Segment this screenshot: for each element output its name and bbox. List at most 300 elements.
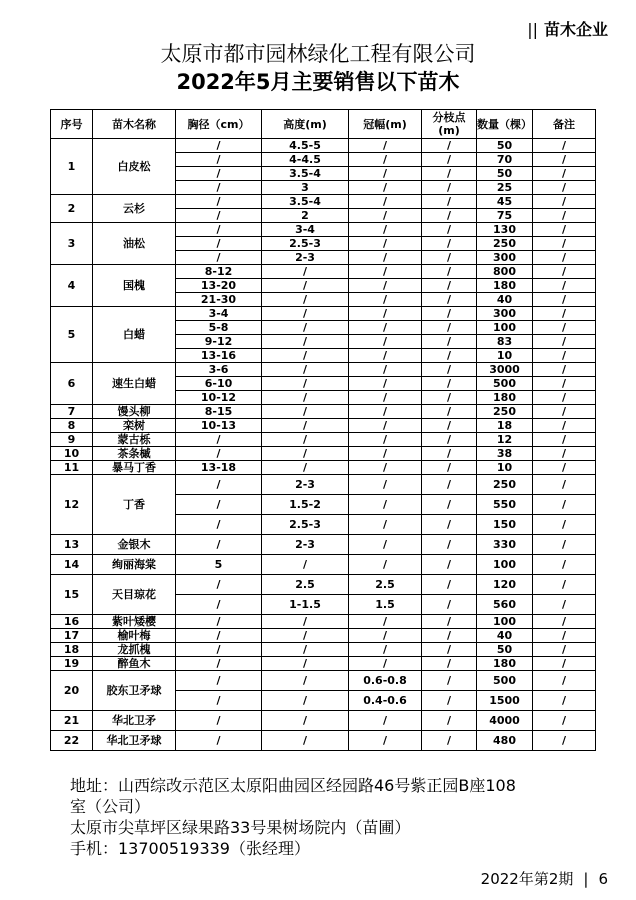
cell-quantity: 40 <box>477 629 533 643</box>
nursery-address: 太原市尖草坪区绿果路33号果树场院内（苗圃） <box>70 818 411 837</box>
cell-name: 栾树 <box>93 419 176 433</box>
cell-quantity: 40 <box>477 293 533 307</box>
cell-diameter: / <box>176 731 262 751</box>
cell-crown: / <box>349 209 422 223</box>
cell-quantity: 180 <box>477 391 533 405</box>
cell-no: 20 <box>51 671 93 711</box>
cell-remarks: / <box>533 223 596 237</box>
cell-diameter: 8-15 <box>176 405 262 419</box>
cell-remarks: / <box>533 433 596 447</box>
cell-quantity: 50 <box>477 139 533 153</box>
col-header-name: 苗木名称 <box>93 110 176 139</box>
cell-branch-point: / <box>422 391 477 405</box>
cell-no: 11 <box>51 461 93 475</box>
cell-height: / <box>262 405 349 419</box>
cell-name: 馒头柳 <box>93 405 176 419</box>
cell-crown: / <box>349 405 422 419</box>
cell-remarks: / <box>533 139 596 153</box>
cell-branch-point: / <box>422 349 477 363</box>
cell-crown: / <box>349 251 422 265</box>
cell-diameter: 6-10 <box>176 377 262 391</box>
cell-height: 4-4.5 <box>262 153 349 167</box>
cell-remarks: / <box>533 195 596 209</box>
cell-quantity: 75 <box>477 209 533 223</box>
cell-diameter: / <box>176 515 262 535</box>
brand-divider: || <box>527 20 538 39</box>
cell-diameter: / <box>176 495 262 515</box>
cell-diameter: / <box>176 237 262 251</box>
cell-branch-point: / <box>422 475 477 495</box>
cell-branch-point: / <box>422 461 477 475</box>
table-row <box>51 195 596 209</box>
address-line-1: 地址：山西综改示范区太原阳曲园区经园路46号紫正园B座108 <box>70 776 516 795</box>
table-body <box>51 139 596 751</box>
cell-remarks: / <box>533 237 596 251</box>
col-header-crown: 冠幅(m) <box>349 110 422 139</box>
cell-height: / <box>262 293 349 307</box>
table-row <box>51 555 596 575</box>
cell-crown: / <box>349 515 422 535</box>
cell-branch-point: / <box>422 643 477 657</box>
cell-quantity: 550 <box>477 495 533 515</box>
cell-crown: / <box>349 363 422 377</box>
contact-info <box>70 775 590 859</box>
cell-name: 榆叶梅 <box>93 629 176 643</box>
cell-quantity: 500 <box>477 671 533 691</box>
cell-quantity: 18 <box>477 419 533 433</box>
cell-branch-point: / <box>422 321 477 335</box>
cell-diameter: 21-30 <box>176 293 262 307</box>
cell-diameter: 13-16 <box>176 349 262 363</box>
cell-quantity: 500 <box>477 377 533 391</box>
cell-crown: / <box>349 643 422 657</box>
cell-branch-point: / <box>422 447 477 461</box>
cell-diameter: / <box>176 691 262 711</box>
cell-quantity: 1500 <box>477 691 533 711</box>
cell-quantity: 12 <box>477 433 533 447</box>
cell-name: 金银木 <box>93 535 176 555</box>
cell-diameter: / <box>176 643 262 657</box>
cell-quantity: 480 <box>477 731 533 751</box>
cell-quantity: 250 <box>477 475 533 495</box>
cell-remarks: / <box>533 363 596 377</box>
cell-branch-point: / <box>422 711 477 731</box>
cell-quantity: 130 <box>477 223 533 237</box>
cell-diameter: 8-12 <box>176 265 262 279</box>
cell-remarks: / <box>533 265 596 279</box>
cell-remarks: / <box>533 335 596 349</box>
cell-no: 6 <box>51 363 93 405</box>
cell-branch-point: / <box>422 237 477 251</box>
cell-quantity: 180 <box>477 657 533 671</box>
cell-remarks: / <box>533 711 596 731</box>
cell-height: / <box>262 377 349 391</box>
cell-height: 3.5-4 <box>262 195 349 209</box>
cell-quantity: 250 <box>477 405 533 419</box>
nursery-stock-table <box>50 109 596 751</box>
cell-branch-point: / <box>422 181 477 195</box>
cell-no: 2 <box>51 195 93 223</box>
table-row <box>51 671 596 691</box>
table-row <box>51 363 596 377</box>
cell-height: / <box>262 731 349 751</box>
cell-no: 14 <box>51 555 93 575</box>
cell-name: 丁香 <box>93 475 176 535</box>
cell-crown: / <box>349 657 422 671</box>
cell-branch-point: / <box>422 575 477 595</box>
cell-diameter: / <box>176 139 262 153</box>
cell-crown: / <box>349 475 422 495</box>
cell-name: 龙抓槐 <box>93 643 176 657</box>
cell-remarks: / <box>533 615 596 629</box>
cell-name: 天目琼花 <box>93 575 176 615</box>
cell-quantity: 70 <box>477 153 533 167</box>
cell-height: 2.5 <box>262 575 349 595</box>
cell-diameter: / <box>176 223 262 237</box>
cell-height: / <box>262 391 349 405</box>
cell-remarks: / <box>533 181 596 195</box>
cell-diameter: / <box>176 595 262 615</box>
cell-height: 2.5-3 <box>262 515 349 535</box>
cell-remarks: / <box>533 279 596 293</box>
cell-branch-point: / <box>422 433 477 447</box>
cell-quantity: 250 <box>477 237 533 251</box>
table-row <box>51 575 596 595</box>
cell-height: 2 <box>262 209 349 223</box>
cell-diameter: / <box>176 615 262 629</box>
cell-quantity: 100 <box>477 321 533 335</box>
cell-no: 9 <box>51 433 93 447</box>
table-row <box>51 433 596 447</box>
cell-height: 3.5-4 <box>262 167 349 181</box>
table-row <box>51 461 596 475</box>
cell-crown: / <box>349 223 422 237</box>
cell-branch-point: / <box>422 251 477 265</box>
cell-diameter: / <box>176 447 262 461</box>
cell-height: / <box>262 691 349 711</box>
cell-remarks: / <box>533 575 596 595</box>
cell-name: 国槐 <box>93 265 176 307</box>
cell-remarks: / <box>533 595 596 615</box>
cell-branch-point: / <box>422 535 477 555</box>
cell-name: 速生白蜡 <box>93 363 176 405</box>
cell-diameter: 5 <box>176 555 262 575</box>
cell-remarks: / <box>533 447 596 461</box>
cell-quantity: 100 <box>477 615 533 629</box>
cell-height: / <box>262 629 349 643</box>
cell-crown: / <box>349 181 422 195</box>
cell-height: / <box>262 555 349 575</box>
table-row <box>51 307 596 321</box>
cell-crown: / <box>349 447 422 461</box>
cell-remarks: / <box>533 555 596 575</box>
cell-remarks: / <box>533 495 596 515</box>
cell-diameter: 10-13 <box>176 419 262 433</box>
cell-no: 8 <box>51 419 93 433</box>
phone-line: 手机：13700519339（张经理） <box>70 839 310 858</box>
cell-name: 暴马丁香 <box>93 461 176 475</box>
cell-diameter: / <box>176 209 262 223</box>
cell-no: 16 <box>51 615 93 629</box>
cell-branch-point: / <box>422 657 477 671</box>
cell-crown: / <box>349 629 422 643</box>
table-header-row <box>51 110 596 139</box>
cell-remarks: / <box>533 307 596 321</box>
cell-no: 1 <box>51 139 93 195</box>
cell-diameter: / <box>176 195 262 209</box>
col-header-quantity: 数量（棵） <box>477 110 533 139</box>
cell-no: 3 <box>51 223 93 265</box>
cell-diameter: / <box>176 181 262 195</box>
cell-diameter: 10-12 <box>176 391 262 405</box>
issue-label: 2022年第2期 <box>480 870 574 888</box>
cell-branch-point: / <box>422 691 477 711</box>
cell-height: / <box>262 657 349 671</box>
cell-remarks: / <box>533 731 596 751</box>
cell-name: 紫叶矮樱 <box>93 615 176 629</box>
cell-remarks: / <box>533 405 596 419</box>
cell-branch-point: / <box>422 419 477 433</box>
cell-diameter: / <box>176 711 262 731</box>
cell-remarks: / <box>533 629 596 643</box>
cell-quantity: 45 <box>477 195 533 209</box>
cell-no: 19 <box>51 657 93 671</box>
cell-remarks: / <box>533 209 596 223</box>
cell-remarks: / <box>533 321 596 335</box>
cell-remarks: / <box>533 643 596 657</box>
cell-branch-point: / <box>422 223 477 237</box>
cell-diameter: 3-4 <box>176 307 262 321</box>
col-header-no: 序号 <box>51 110 93 139</box>
cell-diameter: / <box>176 251 262 265</box>
cell-remarks: / <box>533 535 596 555</box>
cell-quantity: 300 <box>477 251 533 265</box>
cell-remarks: / <box>533 349 596 363</box>
cell-height: / <box>262 461 349 475</box>
cell-diameter: / <box>176 671 262 691</box>
cell-branch-point: / <box>422 335 477 349</box>
cell-height: 4.5-5 <box>262 139 349 153</box>
cell-crown: / <box>349 615 422 629</box>
cell-crown: / <box>349 377 422 391</box>
cell-branch-point: / <box>422 555 477 575</box>
cell-no: 13 <box>51 535 93 555</box>
address-line-2: 室（公司） <box>70 797 151 816</box>
cell-height: / <box>262 419 349 433</box>
cell-height: / <box>262 335 349 349</box>
table-row <box>51 223 596 237</box>
cell-name: 醉鱼木 <box>93 657 176 671</box>
table-row <box>51 475 596 495</box>
cell-height: 2-3 <box>262 535 349 555</box>
cell-branch-point: / <box>422 363 477 377</box>
cell-diameter: 13-20 <box>176 279 262 293</box>
cell-diameter: 5-8 <box>176 321 262 335</box>
cell-branch-point: / <box>422 307 477 321</box>
cell-height: 2-3 <box>262 475 349 495</box>
col-header-height: 高度(m) <box>262 110 349 139</box>
cell-no: 10 <box>51 447 93 461</box>
cell-branch-point: / <box>422 279 477 293</box>
cell-diameter: / <box>176 629 262 643</box>
cell-branch-point: / <box>422 167 477 181</box>
cell-diameter: / <box>176 167 262 181</box>
cell-crown: / <box>349 293 422 307</box>
cell-height: / <box>262 671 349 691</box>
cell-quantity: 300 <box>477 307 533 321</box>
cell-quantity: 50 <box>477 643 533 657</box>
page-info <box>481 868 608 889</box>
cell-branch-point: / <box>422 515 477 535</box>
cell-name: 华北卫矛球 <box>93 731 176 751</box>
table-row <box>51 447 596 461</box>
cell-height: 1-1.5 <box>262 595 349 615</box>
cell-branch-point: / <box>422 629 477 643</box>
brand-label <box>527 17 608 40</box>
cell-crown: / <box>349 349 422 363</box>
page-divider: | <box>583 870 589 888</box>
cell-name: 华北卫矛 <box>93 711 176 731</box>
cell-height: 2-3 <box>262 251 349 265</box>
cell-name: 胶东卫矛球 <box>93 671 176 711</box>
cell-crown: / <box>349 433 422 447</box>
cell-branch-point: / <box>422 731 477 751</box>
cell-diameter: / <box>176 475 262 495</box>
cell-height: / <box>262 363 349 377</box>
company-title: 太原市都市园林绿化工程有限公司 <box>160 42 476 66</box>
cell-diameter: 3-6 <box>176 363 262 377</box>
cell-remarks: / <box>533 293 596 307</box>
cell-height: / <box>262 321 349 335</box>
cell-crown: / <box>349 167 422 181</box>
cell-branch-point: / <box>422 195 477 209</box>
cell-crown: / <box>349 195 422 209</box>
table-row <box>51 615 596 629</box>
cell-branch-point: / <box>422 265 477 279</box>
cell-no: 22 <box>51 731 93 751</box>
cell-crown: / <box>349 153 422 167</box>
table-row <box>51 535 596 555</box>
cell-crown: / <box>349 495 422 515</box>
cell-name: 蒙古栎 <box>93 433 176 447</box>
cell-crown: 1.5 <box>349 595 422 615</box>
cell-height: 2.5-3 <box>262 237 349 251</box>
cell-height: / <box>262 643 349 657</box>
cell-quantity: 83 <box>477 335 533 349</box>
cell-quantity: 100 <box>477 555 533 575</box>
cell-remarks: / <box>533 391 596 405</box>
cell-crown: / <box>349 419 422 433</box>
cell-crown: / <box>349 461 422 475</box>
table-row <box>51 711 596 731</box>
cell-remarks: / <box>533 475 596 495</box>
table-row <box>51 731 596 751</box>
col-header-branch-point: 分枝点(m) <box>422 110 477 139</box>
cell-remarks: / <box>533 167 596 181</box>
cell-branch-point: / <box>422 139 477 153</box>
cell-remarks: / <box>533 251 596 265</box>
cell-no: 21 <box>51 711 93 731</box>
cell-remarks: / <box>533 419 596 433</box>
cell-diameter: / <box>176 153 262 167</box>
cell-height: / <box>262 265 349 279</box>
cell-branch-point: / <box>422 405 477 419</box>
cell-remarks: / <box>533 377 596 391</box>
cell-branch-point: / <box>422 377 477 391</box>
cell-quantity: 10 <box>477 349 533 363</box>
cell-height: / <box>262 279 349 293</box>
cell-quantity: 10 <box>477 461 533 475</box>
cell-branch-point: / <box>422 595 477 615</box>
cell-quantity: 150 <box>477 515 533 535</box>
cell-quantity: 800 <box>477 265 533 279</box>
cell-name: 白皮松 <box>93 139 176 195</box>
cell-crown: / <box>349 391 422 405</box>
cell-diameter: 13-18 <box>176 461 262 475</box>
cell-quantity: 4000 <box>477 711 533 731</box>
cell-branch-point: / <box>422 615 477 629</box>
cell-crown: / <box>349 731 422 751</box>
table-row <box>51 629 596 643</box>
cell-branch-point: / <box>422 293 477 307</box>
cell-crown: 2.5 <box>349 575 422 595</box>
cell-remarks: / <box>533 515 596 535</box>
cell-height: 3 <box>262 181 349 195</box>
cell-diameter: / <box>176 657 262 671</box>
cell-no: 5 <box>51 307 93 363</box>
cell-branch-point: / <box>422 671 477 691</box>
cell-quantity: 120 <box>477 575 533 595</box>
col-header-diameter: 胸径（cm） <box>176 110 262 139</box>
cell-name: 茶条槭 <box>93 447 176 461</box>
cell-quantity: 25 <box>477 181 533 195</box>
table-row <box>51 657 596 671</box>
cell-crown: / <box>349 265 422 279</box>
cell-crown: / <box>349 139 422 153</box>
cell-branch-point: / <box>422 209 477 223</box>
cell-quantity: 50 <box>477 167 533 181</box>
table-row <box>51 405 596 419</box>
cell-crown: / <box>349 279 422 293</box>
cell-name: 油松 <box>93 223 176 265</box>
cell-quantity: 560 <box>477 595 533 615</box>
cell-crown: / <box>349 321 422 335</box>
cell-no: 15 <box>51 575 93 615</box>
cell-remarks: / <box>533 461 596 475</box>
cell-quantity: 3000 <box>477 363 533 377</box>
cell-branch-point: / <box>422 495 477 515</box>
cell-crown: / <box>349 335 422 349</box>
cell-crown: / <box>349 237 422 251</box>
cell-crown: / <box>349 711 422 731</box>
cell-height: 1.5-2 <box>262 495 349 515</box>
cell-name: 白蜡 <box>93 307 176 363</box>
cell-remarks: / <box>533 691 596 711</box>
cell-crown: / <box>349 555 422 575</box>
table-row <box>51 419 596 433</box>
cell-crown: / <box>349 307 422 321</box>
cell-crown: / <box>349 535 422 555</box>
cell-height: / <box>262 433 349 447</box>
cell-height: / <box>262 447 349 461</box>
sales-title: 2022年5月主要销售以下苗木 <box>176 70 460 94</box>
cell-height: / <box>262 711 349 731</box>
cell-crown: 0.6-0.8 <box>349 671 422 691</box>
cell-diameter: / <box>176 433 262 447</box>
cell-name: 绚丽海棠 <box>93 555 176 575</box>
brand-text: 苗木企业 <box>543 20 608 39</box>
page-number: 6 <box>598 870 608 888</box>
